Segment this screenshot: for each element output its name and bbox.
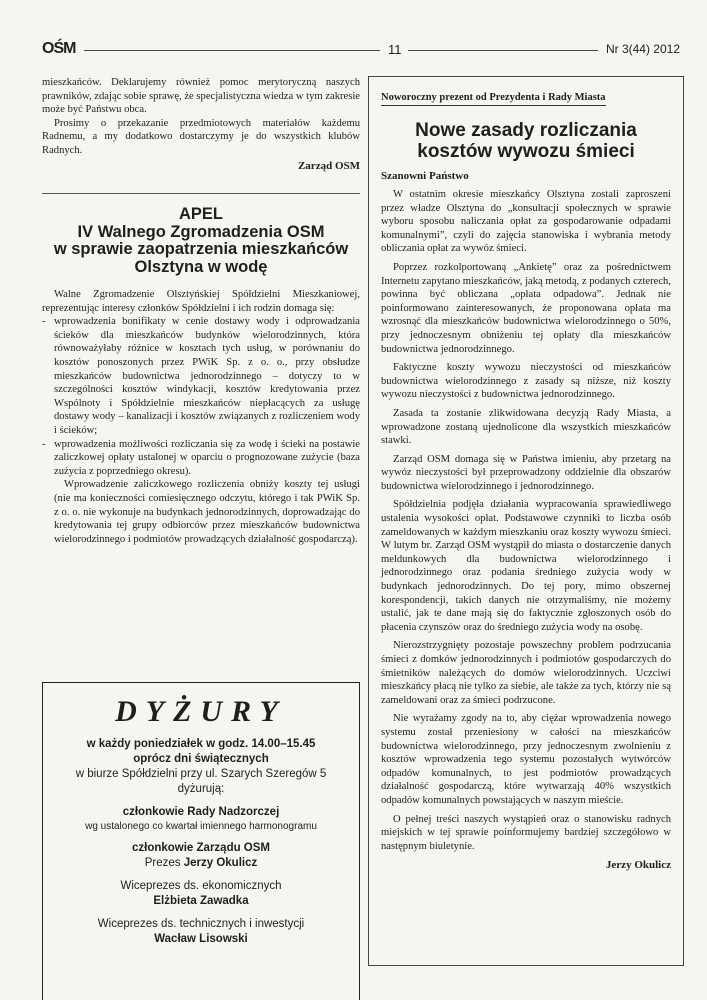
article-signature: Jerzy Okulicz: [605, 859, 671, 872]
issue-number: Nr 3(44) 2012: [605, 42, 680, 56]
page-number: 11: [388, 42, 402, 57]
duty-group-supervisory-board: członkowie Rady Nadzorczej: [122, 806, 280, 818]
waste-article-box: [368, 76, 684, 966]
apel-demands-list: [42, 315, 360, 478]
duty-group-note: wg ustalonego co kwartał imiennego harmonogramu: [85, 821, 317, 832]
vice-president-2-role: Wiceprezes ds. technicznych i inwestycji: [97, 918, 305, 930]
vice-president-1-name: Elżbieta Zawadka: [153, 895, 249, 907]
article-paragraph: Faktyczne koszty wywozu nieczystości od mieszkańców budownictwa wielorodzinnego z zasady są niższe, niż koszty wywozu nieczystości z budownictwa jednorodzinnego.: [381, 362, 671, 401]
apel-title-line: w sprawie zaopatrzenia mieszkańców: [53, 240, 349, 258]
president-role: Prezes: [144, 857, 181, 869]
article-title-line: Nowe zasady rozliczania: [415, 120, 637, 141]
article-title: [381, 120, 671, 162]
header-rule-left: [84, 50, 380, 51]
apel-title: [42, 206, 360, 276]
duty-location: w biurze Spółdzielni przy ul. Szarych Szeregów 5: [75, 768, 327, 780]
page-header: [42, 40, 680, 60]
article-paragraph: Nierozstrzygnięty pozostaje powszechny problem podrzucania śmieci z domków jednorodzinnych i podmiotów gospodarczych do śmietników należących do domów wielorodzinnych. Uczciwi mieszkańcy płacą nie tylko za siebie, ale także za tych, którzy nie są zameldowani oraz za śmieci podrzucone.: [381, 640, 671, 706]
vice-president-1-role: Wiceprezes ds. ekonomicznych: [120, 880, 282, 892]
article-paragraph: Poprzez rozkolportowaną „Ankietę” oraz za pośrednictwem Internetu zapytano mieszkańców, jaką metodą, z podanych czterech, powinna być obliczana „opłata odpadowa”. Jednak nie poinformowano zainteresowanych, że proponowana opłata ma wzrosnąć dla mieszkańców budownictwa wielorodzinnego o 50%, przy jednoczesnym obniżeniu tej opłaty dla mieszkańców budownictwa jednorodzinnego.: [381, 261, 671, 355]
apel-article: [42, 193, 360, 546]
duty-on-duty-label: dyżurują:: [177, 783, 225, 795]
article-greeting: Szanowni Państwo: [381, 170, 469, 182]
article-paragraph: Zasada ta zostanie zlikwidowana decyzją Rady Miasta, a wprowadzone zostaną ujednolicone dla wszystkich mieszkańców stawki.: [381, 407, 671, 447]
intro-paragraph-1: mieszkańców. Deklarujemy również pomoc merytoryczną naszych prawników, zdając sobie sprawę, że specjalistyczna wiedza w tym zakresie może być Państwu obca.: [42, 77, 360, 116]
duty-hours-box: [42, 682, 360, 1000]
header-rule-right: [408, 50, 598, 51]
apel-demand-item: - wprowadzenia możliwości rozliczania się za wodę i ścieki na postawie zaliczkowej opłaty ustalonej w oparciu o prognozowane zużycie (baza zużycia z poprzedniego okresu).: [42, 438, 360, 479]
duty-when: w każdy poniedziałek w godz. 14.00–15.45: [86, 738, 316, 750]
article-paragraph: Spółdzielnia podjęła działania wypracowania sprawiedliwego ustalenia wysokości opłat. Podstawowe czynniki to liczba osób zameldowanych w każdym mieszkaniu oraz koszty wywozu śmieci. W lutym br. Zarząd OSM wystąpił do miasta o dostarczenie danych meldunkowych dla budownictwa wielorodzinnego i jednorodzinnego oraz podania średniego zużycia wody w budynkach jednorodzinnych. Do tej pory, mimo obszernej korespondencji, takich danych nie otrzymaliśmy, nie możemy ustalić, jak te dane mają się do faktycznie zgłoszonych osób do płacenia czynszów oraz do średniego zużycia wody na osobę.: [381, 499, 671, 633]
article-paragraph: O pełnej treści naszych wystąpień oraz o stanowisku radnych miejskich w tej sprawie poinformujemy bardziej szczegółowo w następnym biuletynie.: [381, 813, 671, 852]
apel-title-line: Olsztyna w wodę: [134, 257, 268, 276]
duty-group-management: członkowie Zarządu OSM: [131, 842, 271, 854]
left-column: [42, 76, 360, 945]
article-paragraph: Zarząd OSM domaga się w Państwa imieniu, aby przetarg na wywóz nieczystości był przeprowadzony oddzielnie dla obszarów budownictwa wielorodzinnego i jednorodzinnego.: [381, 453, 671, 492]
article-paragraph: Nie wyrażamy zgody na to, aby ciężar wprowadzenia nowego systemu został przeniesiony w całości na mieszkańców budownictwa wielorodzinnego, przy jednoczesnym zwolnieniu z kosztów wprowadzenia tego systemu pozostałych wytwórców odpadów komunalnych, to jest podmiotów prowadzących działalność gospodarczą, które wytwarzają 40% wszystkich odpadów komunalnych powstających w naszym mieście.: [381, 713, 671, 806]
intro-signature: Zarząd OSM: [297, 159, 360, 172]
duty-president: [43, 856, 359, 871]
apel-demand-item: - wprowadzenia bonifikaty w cenie dostawy wody i odprowadzania ścieków dla mieszkańców budynków wielorodzinnych, która równoważyłaby różnice w kosztach tych usług, w porównaniu do kosztów ponoszonych przez PWiK Sp. z o. o., przy obsłudze mieszkańców budownictwa jednorodzinnego – dotyczy to w szczególności kosztów windykacji, kosztów kredytowania przez Wspólnoty i Spółdzielnie mieszkańców niepłacących za usługę dostawy wody – kanalizacji i kosztów związanych z rozliczeniem wody i ścieków;: [42, 315, 360, 437]
article-kicker: Noworoczny prezent od Prezydenta i Rady Miasta: [381, 92, 606, 106]
president-name: Jerzy Okulicz: [183, 857, 258, 869]
apel-continuation: Wprowadzenie zaliczkowego rozliczenia obniży koszty tej usługi (nie ma konieczności comiesięcznego odczytu, którego i tak PWiK Sp. z o. o. nie wykonuje na budynkach jednorodzinnych, doprowadzając do kredytowania tej grupy odbiorców przez mieszkańców budownictwa wielorodzinnego i podmiotów prowadzących działalność gospodarczą).: [54, 479, 360, 545]
osm-logo: OŚM: [42, 40, 76, 57]
apel-title-line: IV Walnego Zgromadzenia OSM: [77, 222, 325, 241]
duty-exception: oprócz dni świątecznych: [133, 753, 269, 765]
intro-paragraph-2: Prosimy o przekazanie przedmiotowych materiałów każdemu Radnemu, a my dodatkowo dostarczymy je do wszystkich klubów Radnych.: [42, 117, 360, 156]
apel-title-line: APEL: [178, 205, 223, 223]
duty-title: DYŻURY: [115, 695, 287, 728]
article-title-line: kosztów wywozu śmieci: [417, 141, 635, 162]
article-paragraph: W ostatnim okresie mieszkańcy Olsztyna zostali zaproszeni przez władze Olsztyna do „konsultacji społecznych w sprawie wyboru sposobu naliczania opłat za gospodarowanie odpadami komunalnymi”, czyli do zajęcia stanowiska i wybrania metody obliczania opłat za wywóz śmieci.: [381, 189, 671, 255]
apel-lead: Walne Zgromadzenie Olsztyńskiej Spółdzielni Mieszkaniowej, reprezentując interesy członków Spółdzielni i ich rodzin domaga się:: [42, 289, 360, 314]
vice-president-2-name: Wacław Lisowski: [154, 933, 248, 945]
